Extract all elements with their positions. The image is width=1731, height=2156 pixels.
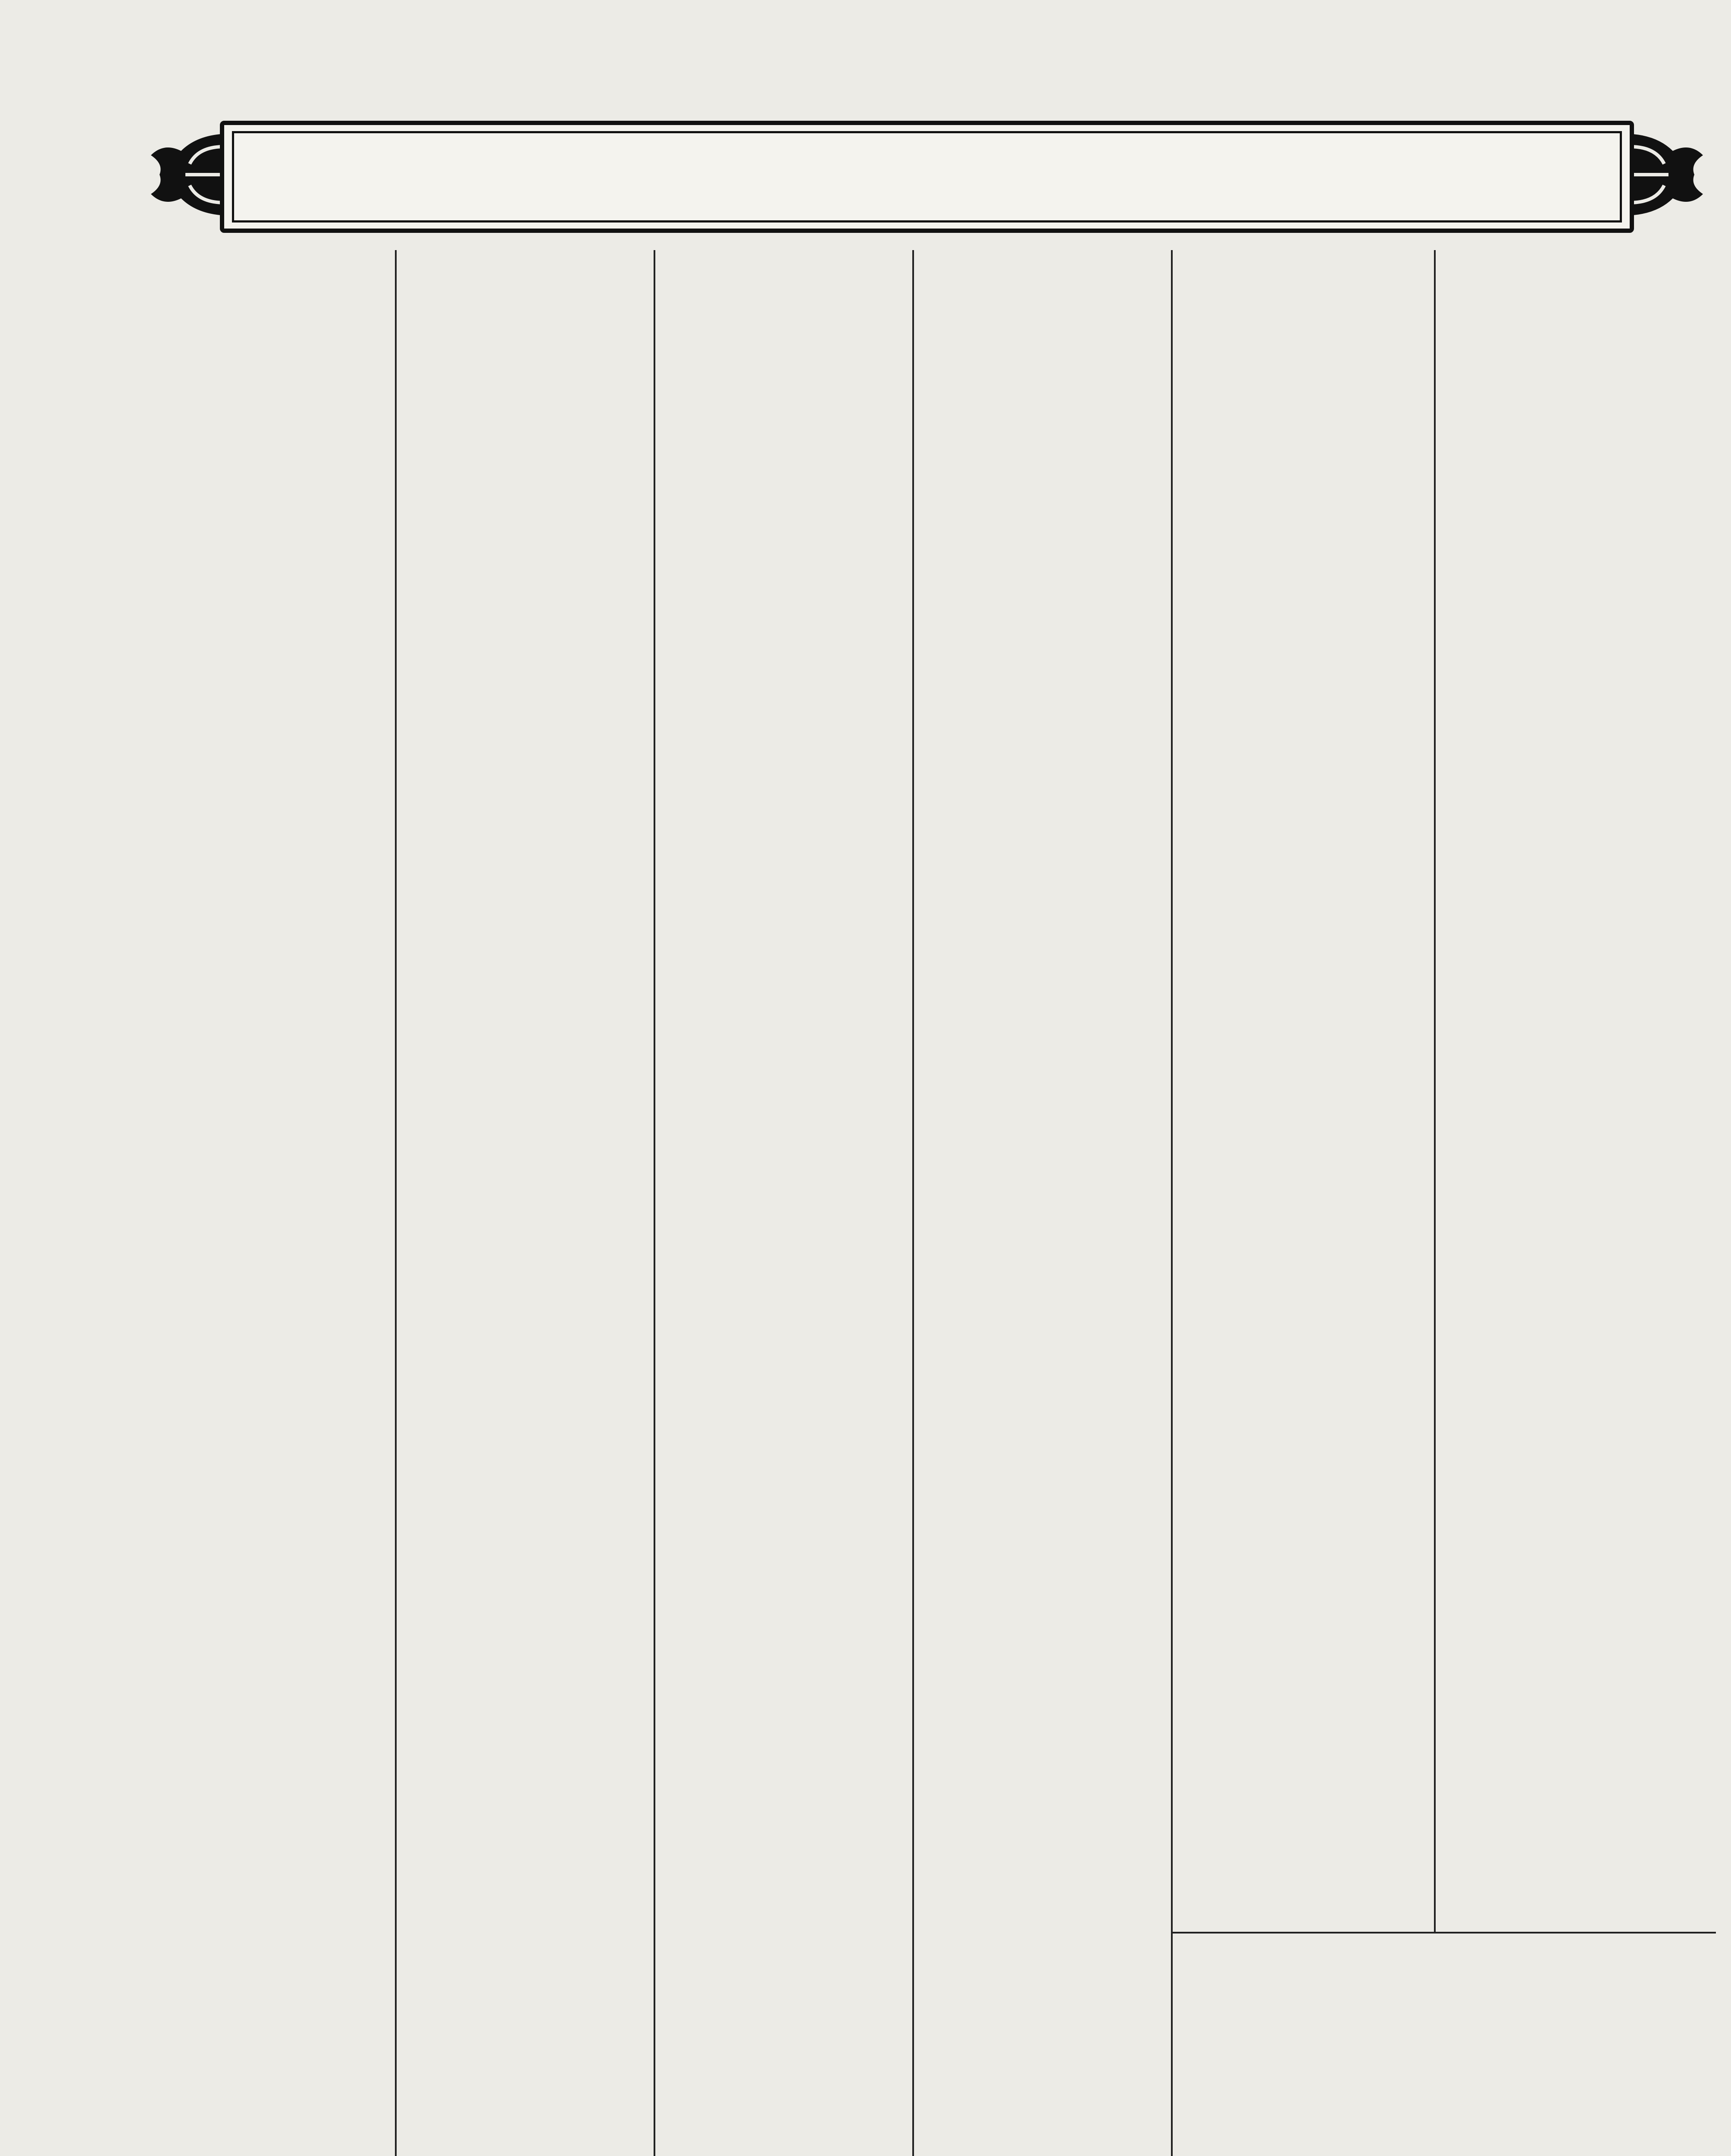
banner-frame (220, 121, 1634, 233)
column-4 (914, 250, 1173, 2156)
column-2 (397, 250, 655, 2156)
newspaper-page (129, 99, 1716, 2156)
column-5-right (1436, 250, 1716, 1932)
header-banner (147, 112, 1707, 237)
column-5-split (1173, 250, 1716, 1932)
column-3 (655, 250, 914, 2156)
column-5-bottom (1173, 1932, 1716, 1934)
column-1 (138, 250, 397, 2156)
ornament-right-icon (1621, 129, 1707, 220)
column-5 (1173, 250, 1716, 2156)
ad-columns (138, 250, 1716, 2156)
column-5-left (1173, 250, 1436, 1932)
